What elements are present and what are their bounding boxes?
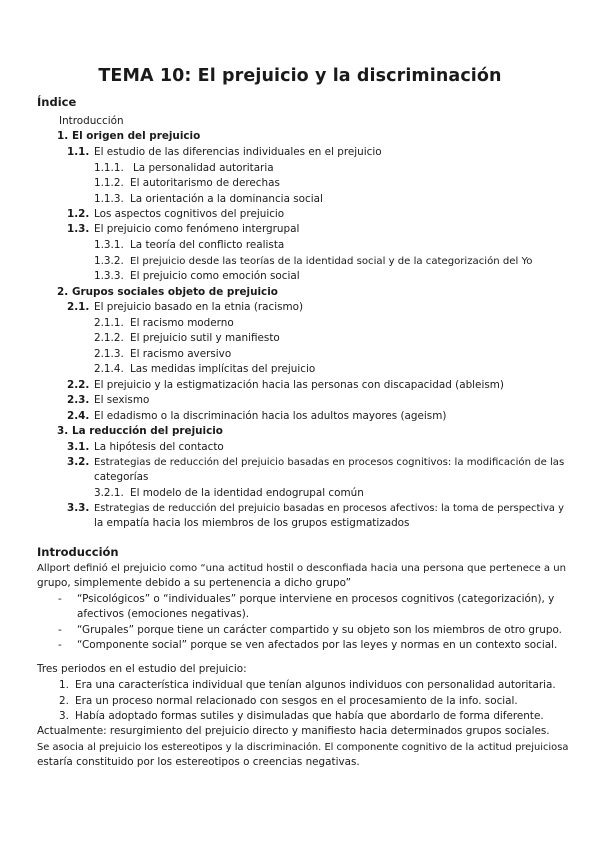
- toc-num: 2.1.4.: [94, 363, 124, 375]
- toc-num: 1.1.2.: [94, 177, 124, 189]
- toc-section-3[interactable]: La reducción del prejuicio: [72, 425, 223, 437]
- toc-item-3-1[interactable]: La hipótesis del contacto: [94, 441, 224, 453]
- toc-num: 2.1.3.: [94, 348, 124, 360]
- toc-item-1-1[interactable]: El estudio de las diferencias individuales en el prejuicio: [94, 146, 382, 158]
- toc-num: 2.: [57, 286, 69, 298]
- toc-num: 3.3.: [67, 502, 90, 514]
- toc-item-2-4[interactable]: El edadismo o la discriminación hacia los adultos mayores (ageism): [94, 410, 447, 422]
- toc-num: 2.1.: [67, 301, 90, 313]
- toc-item-3-2[interactable]: Estrategias de reducción del prejuicio basadas en procesos cognitivos: la modificación de las: [94, 457, 565, 468]
- toc-item-3-3-cont[interactable]: la empatía hacia los miembros de los grupos estigmatizados: [94, 517, 410, 529]
- paragraph: Actualmente: resurgimiento del prejuicio directo y manifiesto hacia determinados grupos sociales.: [37, 725, 550, 737]
- toc-num: 2.1.2.: [94, 332, 124, 344]
- toc-section-2[interactable]: Grupos sociales objeto de prejuicio: [72, 286, 278, 298]
- toc-item-3-2-cont[interactable]: categorías: [94, 471, 149, 483]
- toc-item-2-1-2[interactable]: El prejuicio sutil y manifiesto: [130, 332, 280, 344]
- paragraph: Tres periodos en el estudio del prejuicio:: [37, 663, 247, 675]
- toc-num: 1.3.2.: [94, 255, 124, 267]
- bullet-text: “Grupales” porque tiene un carácter compartido y su objeto son los miembros de otro grupo.: [77, 624, 562, 636]
- toc-num: 1.3.3.: [94, 270, 124, 282]
- toc-num: 2.4.: [67, 410, 90, 422]
- paragraph: grupo, simplemente debido a su pertenencia a dicho grupo”: [37, 577, 351, 589]
- paragraph: estaría constituido por los estereotipos o creencias negativas.: [37, 756, 360, 768]
- paragraph: Allport definió el prejuicio como “una actitud hostil o desconfiada hacia una persona que pertenece a un: [37, 563, 567, 574]
- toc-item-1-1-1[interactable]: La personalidad autoritaria: [133, 162, 274, 174]
- dash-bullet: -: [58, 593, 62, 605]
- toc-num: 1.1.: [67, 146, 90, 158]
- toc-item-1-3-2[interactable]: El prejuicio desde las teorías de la identidad social y de la categorización del Yo: [130, 256, 533, 267]
- toc-num: 1.3.1.: [94, 239, 124, 251]
- toc-num: 3.2.: [67, 456, 90, 468]
- list-item: Era un proceso normal relacionado con sesgos en el procesamiento de la info. social.: [75, 695, 518, 707]
- toc-num: 1.1.3.: [94, 193, 124, 205]
- toc-num: 2.1.1.: [94, 317, 124, 329]
- toc-item-2-2[interactable]: El prejuicio y la estigmatización hacia las personas con discapacidad (ableism): [94, 379, 504, 391]
- list-num: 3.: [59, 710, 69, 722]
- toc-item-1-3-3[interactable]: El prejuicio como emoción social: [130, 270, 300, 282]
- toc-item-3-3[interactable]: Estrategias de reducción del prejuicio basadas en procesos afectivos: la toma de perspectiva y: [94, 503, 564, 514]
- toc-item-1-3[interactable]: El prejuicio como fenómeno intergrupal: [94, 223, 300, 235]
- toc-section-1[interactable]: El origen del prejuicio: [72, 130, 201, 142]
- toc-item-2-1-3[interactable]: El racismo aversivo: [130, 348, 232, 360]
- index-heading: Índice: [37, 95, 77, 109]
- toc-item-3-2-1[interactable]: El modelo de la identidad endogrupal común: [130, 487, 364, 499]
- list-item: Era una característica individual que tenían algunos individuos con personalidad autoritaria.: [75, 679, 556, 691]
- bullet-text: “Componente social” porque se ven afectados por las leyes y normas en un contexto social.: [77, 639, 558, 651]
- list-num: 2.: [59, 695, 69, 707]
- paragraph: Se asocia al prejuicio los estereotipos y la discriminación. El componente cognitivo de la actitud prejuiciosa: [37, 742, 569, 753]
- list-item: Había adoptado formas sutiles y disimuladas que había que abordarlo de forma diferente.: [75, 710, 544, 722]
- toc-num: 3.2.1.: [94, 487, 124, 499]
- page-title: TEMA 10: El prejuicio y la discriminación: [98, 66, 502, 86]
- toc-num: 1.: [57, 130, 69, 142]
- toc-item-2-1-1[interactable]: El racismo moderno: [130, 317, 234, 329]
- dash-bullet: -: [58, 624, 62, 636]
- list-num: 1.: [59, 679, 69, 691]
- toc-item-1-3-1[interactable]: La teoría del conflicto realista: [130, 239, 285, 251]
- toc-num: 2.3.: [67, 394, 90, 406]
- toc-item-1-2[interactable]: Los aspectos cognitivos del prejuicio: [94, 208, 285, 220]
- toc-item-1-1-2[interactable]: El autoritarismo de derechas: [130, 177, 280, 189]
- toc-item-1-1-3[interactable]: La orientación a la dominancia social: [130, 193, 323, 205]
- toc-item-2-1-4[interactable]: Las medidas implícitas del prejuicio: [130, 363, 316, 375]
- toc-item-2-1[interactable]: El prejuicio basado en la etnia (racismo): [94, 301, 304, 313]
- toc-num: 1.1.1.: [94, 162, 124, 174]
- toc-num: 3.: [57, 425, 69, 437]
- toc-num: 2.2.: [67, 379, 90, 391]
- toc-num: 1.2.: [67, 208, 90, 220]
- toc-num: 1.3.: [67, 223, 90, 235]
- toc-num: 3.1.: [67, 441, 90, 453]
- bullet-text: “Psicológicos” o “individuales” porque interviene en procesos cognitivos (categorización), y: [77, 593, 555, 605]
- toc-intro[interactable]: Introducción: [59, 115, 124, 127]
- section-heading-intro: Introducción: [37, 545, 119, 559]
- bullet-text: afectivos (emociones negativas).: [77, 608, 250, 620]
- dash-bullet: -: [58, 639, 62, 651]
- toc-item-2-3[interactable]: El sexismo: [94, 394, 150, 406]
